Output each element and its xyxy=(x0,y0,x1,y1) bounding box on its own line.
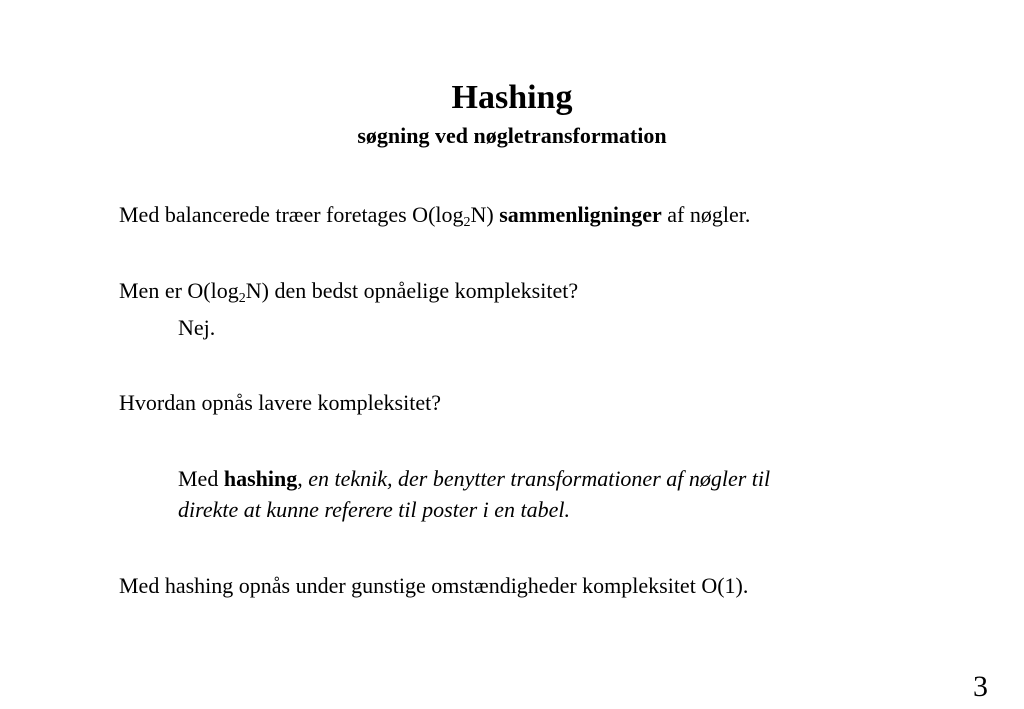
bold-term: sammenligninger xyxy=(499,202,662,227)
page-number: 3 xyxy=(973,670,988,703)
text: N) den bedst opnåelige kompleksitet? xyxy=(245,278,579,303)
hashing-definition-line2 xyxy=(178,495,570,525)
text: , xyxy=(297,466,303,491)
text: Med balancerede træer foretages O(log xyxy=(119,202,464,227)
bold-term: hashing xyxy=(223,466,298,491)
statement-hashing-complexity: Med hashing opnås under gunstige omstændigheder kompleksitet O(1). xyxy=(119,573,749,598)
statement-balanced-trees xyxy=(119,200,750,230)
subscript: 2 xyxy=(238,291,246,306)
text: Med xyxy=(178,466,224,491)
subscript: 2 xyxy=(463,215,471,230)
slide-title: Hashing xyxy=(451,79,573,116)
text: N) xyxy=(470,202,500,227)
italic-text: direkte at kunne referere til poster i en tabel. xyxy=(178,497,571,522)
answer-no: Nej. xyxy=(178,315,216,340)
slide-subtitle: søgning ved nøgletransformation xyxy=(357,123,667,148)
text: Men er O(log xyxy=(119,278,239,303)
question-lower-complexity: Hvordan opnås lavere kompleksitet? xyxy=(119,390,441,415)
hashing-definition-line1 xyxy=(178,464,770,494)
text: af nøgler. xyxy=(661,202,751,227)
italic-text: en teknik, der benytter transformationer af nøgler til xyxy=(302,466,771,491)
question-best-complexity xyxy=(119,276,578,306)
